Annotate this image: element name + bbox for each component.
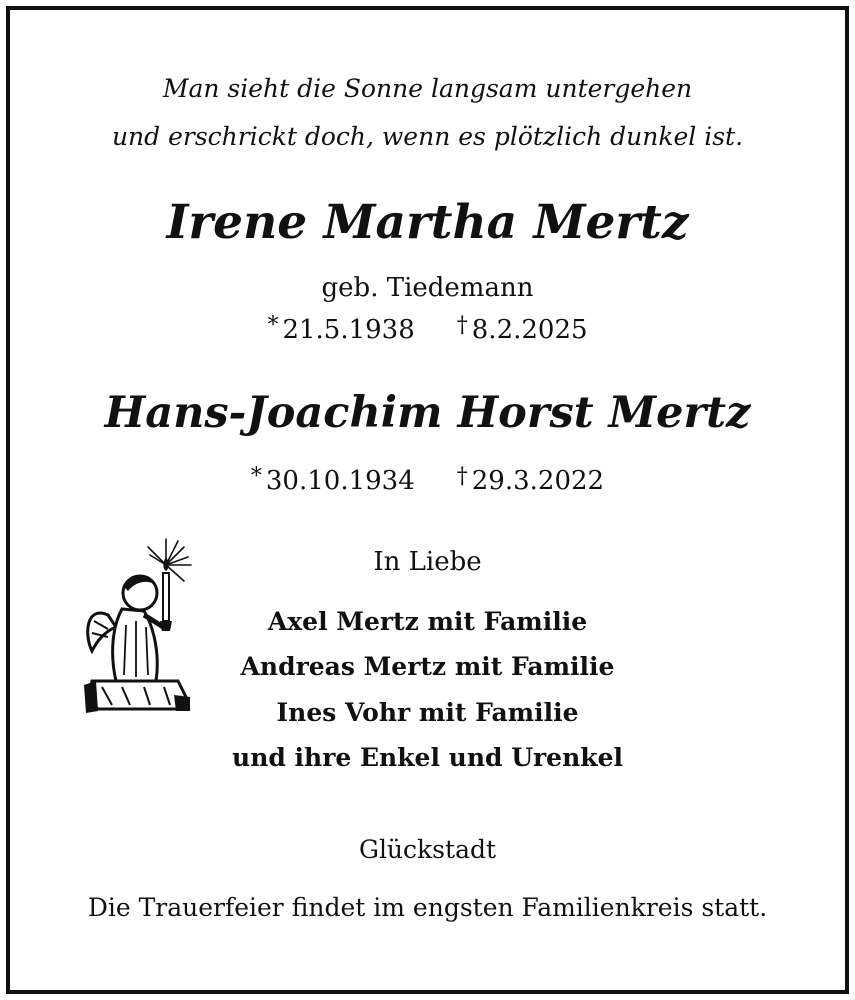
person1-birth-date: 21.5.1938 [282,315,415,345]
funeral-note: Die Trauerfeier findet im engsten Familienkreis statt. [87,893,768,922]
person2-birth [251,466,415,496]
mourner-line-4: und ihre Enkel und Urenkel [232,743,623,772]
person2-death [457,466,604,496]
person1-death [457,315,588,345]
poem-line-2: und erschrickt doch, wenn es plötzlich dunkel ist. [111,122,744,151]
in-love-label: In Liebe [373,547,482,577]
person1-death-date: 8.2.2025 [471,315,588,345]
mourner-line-2: Andreas Mertz mit Familie [240,652,615,681]
person1-dates [0,315,855,345]
place-name: Glückstadt [358,835,497,864]
person2-birth-date: 30.10.1934 [265,466,415,496]
person1-birth [267,315,414,345]
person1-maiden-name: geb. Tiedemann [321,273,534,303]
person2-dates [0,466,855,496]
mourner-line-3: Ines Vohr mit Familie [276,698,579,727]
death-symbol: † [456,464,468,489]
person2-name: Hans-Joachim Horst Mertz [104,388,751,438]
person2-death-date: 29.3.2022 [471,466,605,496]
death-symbol: † [456,313,468,338]
birth-symbol: * [267,313,279,338]
birth-symbol: * [250,464,262,489]
person1-name: Irene Martha Mertz [166,195,689,250]
poem-line-1: Man sieht die Sonne langsam untergehen [162,74,693,103]
mourner-line-1: Axel Mertz mit Familie [267,607,588,636]
